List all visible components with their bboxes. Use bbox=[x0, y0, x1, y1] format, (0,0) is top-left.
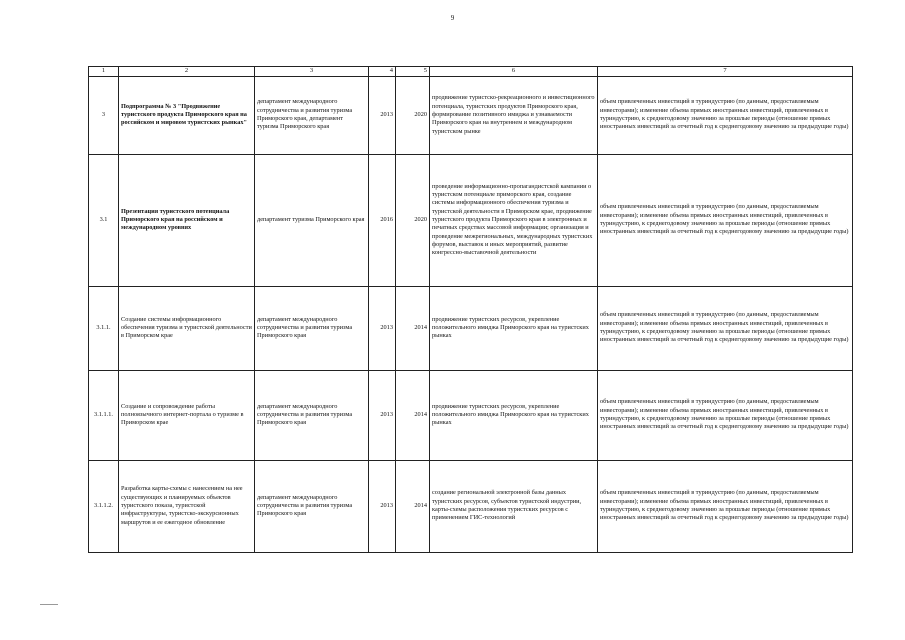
header-cell: 6 bbox=[430, 67, 598, 77]
table-row bbox=[89, 76, 853, 154]
activity-name-cell: Создание и сопровождение работы полноязычного интернет-портала о туризме в Приморском крае bbox=[119, 370, 255, 460]
header-cell: 4 bbox=[369, 67, 396, 77]
table-row bbox=[89, 370, 853, 460]
indicator-cell: объем привлеченных инвестиций в туриндустрию (по данным, предоставляемым инвесторами); изменение объема прямых иностранных инвестиций, привлеченных в туриндустрию, к среднегодовому значению за прошлые периоды (отношение прямых иностранных инвестиций за отчетный год к среднегодовому значению за предыдущие годы) bbox=[598, 370, 853, 460]
executor-cell: департамент международного сотрудничества и развития туризма Приморского края, департамент туризма Приморского края bbox=[255, 76, 369, 154]
program-table bbox=[88, 66, 853, 553]
header-cell: 2 bbox=[119, 67, 255, 77]
executor-cell: департамент международного сотрудничества и развития туризма Приморского края bbox=[255, 460, 369, 552]
header-cell: 5 bbox=[396, 67, 430, 77]
header-row bbox=[89, 67, 853, 77]
indicator-cell: объем привлеченных инвестиций в туриндустрию (по данным, предоставляемым инвесторами); изменение объема прямых иностранных инвестиций, привлеченных в туриндустрию, к среднегодовому значению за прошлые периоды (отношение прямых иностранных инвестиций за отчетный год к среднегодовому значению за предыдущие годы) bbox=[598, 460, 853, 552]
executor-cell: департамент международного сотрудничества и развития туризма Приморского края bbox=[255, 370, 369, 460]
start-year-cell: 2013 bbox=[369, 76, 396, 154]
end-year-cell: 2014 bbox=[396, 460, 430, 552]
row-number-cell: 3.1.1. bbox=[89, 286, 119, 370]
indicator-cell: объем привлеченных инвестиций в туриндустрию (по данным, предоставляемым инвесторами); изменение объема прямых иностранных инвестиций, привлеченных в туриндустрию, к среднегодовому значению за прошлые периоды (отношение прямых иностранных инвестиций за отчетный год к среднегодовому значению за предыдущие годы) bbox=[598, 76, 853, 154]
executor-cell: департамент международного сотрудничества и развития туризма Приморского края bbox=[255, 286, 369, 370]
activity-name-cell: Презентация туристского потенциала Приморского края на российском и международном уровнях bbox=[119, 154, 255, 286]
header-cell: 7 bbox=[598, 67, 853, 77]
end-year-cell: 2014 bbox=[396, 286, 430, 370]
expected-result-cell: создание региональной электронной базы данных туристских ресурсов, субъектов туристской индустрии, карты-схемы расположения туристских ресурсов с применением ГИС-технологий bbox=[430, 460, 598, 552]
end-year-cell: 2020 bbox=[396, 154, 430, 286]
table-row bbox=[89, 460, 853, 552]
row-number-cell: 3.1 bbox=[89, 154, 119, 286]
end-year-cell: 2020 bbox=[396, 76, 430, 154]
indicator-cell: объем привлеченных инвестиций в туриндустрию (по данным, предоставляемым инвесторами); изменение объема прямых иностранных инвестиций, привлеченных в туриндустрию, к среднегодовому значению за прошлые периоды (отношение прямых иностранных инвестиций за отчетный год к среднегодовому значению за предыдущие годы) bbox=[598, 154, 853, 286]
expected-result-cell: продвижение туристских ресурсов, укрепление положительного имиджа Приморского края на туристских рынках bbox=[430, 286, 598, 370]
margin-mark bbox=[40, 604, 58, 608]
table-row bbox=[89, 154, 853, 286]
activity-name-cell: Создание системы информационного обеспечения туризма и туристской деятельности в Приморском крае bbox=[119, 286, 255, 370]
expected-result-cell: продвижение туристско-рекреационного и инвестиционного потенциала, туристских продуктов Приморского края, формирование позитивного имиджа и узнаваемости Приморского края на внутреннем и международном туристском рынке bbox=[430, 76, 598, 154]
expected-result-cell: проведение информационно-пропагандистской кампании о туристском потенциале приморского края, создание системы информационного обеспечения туризма и туристской деятельности в Приморском крае, продвижение туристского продукта Приморского края в электронных и печатных средствах массовой информации; организация и проведение межрегиональных, международных туристских форумов, выставок и иных мероприятий, развитие конгрессно-выставочной деятельности bbox=[430, 154, 598, 286]
row-number-cell: 3.1.1.1. bbox=[89, 370, 119, 460]
header-cell: 3 bbox=[255, 67, 369, 77]
executor-cell: департамент туризма Приморского края bbox=[255, 154, 369, 286]
activity-name-cell: Разработка карты-схемы с нанесением на нее существующих и планируемых объектов туристского показа, туристской инфраструктуры, туристско-экскурсионных маршрутов и ее ежегодное обновление bbox=[119, 460, 255, 552]
start-year-cell: 2013 bbox=[369, 460, 396, 552]
row-number-cell: 3 bbox=[89, 76, 119, 154]
page-number: 9 bbox=[450, 14, 455, 22]
expected-result-cell: продвижение туристских ресурсов, укрепление положительного имиджа Приморского края на туристских рынках bbox=[430, 370, 598, 460]
table-row bbox=[89, 286, 853, 370]
end-year-cell: 2014 bbox=[396, 370, 430, 460]
row-number-cell: 3.1.1.2. bbox=[89, 460, 119, 552]
indicator-cell: объем привлеченных инвестиций в туриндустрию (по данным, предоставляемым инвесторами); изменение объема прямых иностранных инвестиций, привлеченных в туриндустрию, к среднегодовому значению за прошлые периоды (отношение прямых иностранных инвестиций за отчетный год к среднегодовому значению за предыдущие годы) bbox=[598, 286, 853, 370]
header-cell: 1 bbox=[89, 67, 119, 77]
start-year-cell: 2016 bbox=[369, 154, 396, 286]
start-year-cell: 2013 bbox=[369, 370, 396, 460]
start-year-cell: 2013 bbox=[369, 286, 396, 370]
activity-name-cell: Подпрограмма № 3 "Продвижение туристского продукта Приморского края на российском и мировом туристских рынках" bbox=[119, 76, 255, 154]
